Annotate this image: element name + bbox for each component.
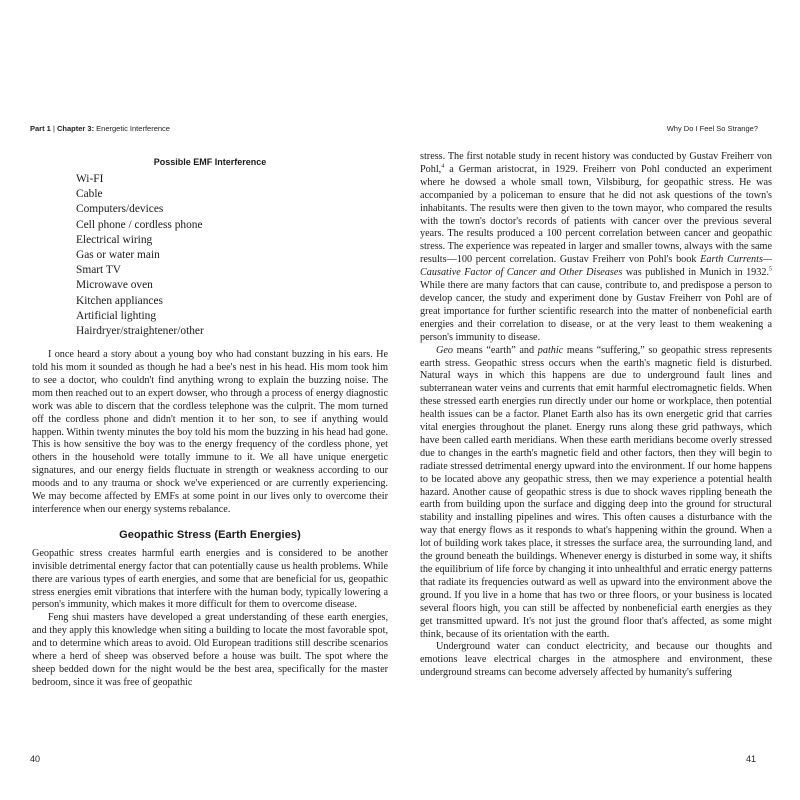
- list-item: Hairdryer/straightener/other: [76, 324, 204, 337]
- footnote-ref-4[interactable]: 4: [441, 163, 445, 170]
- header-chapter-title: Energetic Interference: [94, 124, 170, 133]
- list-item: Smart TV: [76, 264, 122, 277]
- list-item: Cell phone / cordless phone: [76, 218, 203, 231]
- list-item: Artificial lighting: [76, 309, 157, 322]
- right-page-column: [420, 151, 772, 680]
- page-number-right: 41: [745, 754, 756, 764]
- paragraph-geopathic-intro: Geopathic stress creates harmful earth energies and is considered to be another invisible detrimental energy factor that can potentially cause us health problems. While there are various types of earth energies, and some that are beneficial for us, geopathic stress energies emit vibrations that interfere with the human body, typically lowering a person's immunity, which makes it more difficult for them to overcome disease.: [32, 547, 388, 611]
- text-run: means “earth” and: [452, 344, 538, 356]
- header-part: Part 1: [30, 124, 51, 133]
- text-run: was published in Munich in 1932.: [622, 267, 770, 279]
- list-item: Kitchen appliances: [76, 294, 163, 307]
- paragraph-feng-shui: Feng shui masters have developed a great understanding of these earth energies, and they apply this knowledge when siting a building to locate the most favorable spot, and to determine which areas to avoid. Old European traditions still describe scenarios where a herd of sheep was observed before a house was built. The spot where the sheep bedded down for the night would be the best area, specifically for the master bedroom, since it was free of geopathic: [32, 612, 388, 688]
- emf-list: [32, 172, 388, 339]
- text-run: While there are many factors that can cause, contribute to, and predispose a person to develop cancer, the study and experiment done by Gustav Freiherr von Pohl are of great importance for further scientific research into the matter of nonbeneficial earth energies and their correlation to disease, or at the very least to them weakening a person's immunity to disease.: [420, 280, 772, 343]
- list-item: Gas or water main: [76, 248, 160, 261]
- list-item: Cable: [76, 188, 103, 201]
- left-page-column: [32, 150, 388, 690]
- text-run: means “suffering,” so geopathic stress represents earth stress. Geopathic stress occurs when the earth's magnetic field is disturbed. Natural ways in which this happens are due to underground fault lines and subterranean water veins and currents that emit harmful electromagnetic fields. When these stressed earth energies run directly under our home or workplace, then potential health issues can be a factor. Planet Earth also has its own energetic grid that carries vital energies throughout the planet. Energy runs along these grid pathways, which have been called earth meridians. When these earth meridians become overly stressed due to changes in the earth's magnetic field and other factors, then they will begin to radiate stressed detrimental energy upward into the environment. If our home happens to be located above any geopathic stress, then we may experience a potential health hazard. Another cause of geopathic stress is due to shock waves rippling beneath the earth from building upon the surface and digging deep into the ground for structural stability and installing pipelines and wires. This often causes a disturbance with the way that energy flows as it responds to what's happening within the ground. When a lot of building work takes place, it stresses the surface area, the surrounding land, and the ground beneath the buildings. Whenever energy is disturbed in some way, it shifts the equilibrium of life force by changing it into unhealthful and erratic energy patterns that radiate its frequencies outward as well as upward into the environment above the ground. If you live in a home that has two or three floors, or your business is located several floors high, you can still be affected by nonbeneficial earth energies as they get transmitted upward. It's not just the ground floor that's affected, as some might think, because of its orientation with the earth.: [420, 344, 773, 640]
- list-item: Electrical wiring: [76, 233, 153, 246]
- section-heading-geopathic-stress: Geopathic Stress (Earth Energies): [119, 528, 301, 541]
- paragraph-buzzing-story: I once heard a story about a young boy who had constant buzzing in his ears. He told his mom it sounded as though he had a bee's nest in his head. His mom took him to see a doctor, who couldn't find anything wrong to explain the buzzing noise. The mom then reached out to an expert dowser, who through a process of energy diagnostic work was able to discern that the cordless telephone was the culprit. The mom turned off the cordless phone and didn't mention it to her son, to see if anything would happen. Within twenty minutes the boy told his mom the buzzing in his head had gone. This is how sensitive the boy was to the energy frequency of the cordless phone, yet others in the household were totally immune to it. We all have unique energetic signatures, and our energy fields fluctuate in strength or weakness according to our moods and to any trauma or shock we've experienced or are currently experiencing. We may become affected by EMFs at some point in our lives only to overcome their interference when our energy systems rebalance.: [32, 349, 388, 516]
- list-item: Microwave oven: [76, 279, 153, 292]
- running-header-right: Why Do I Feel So Strange?: [666, 124, 758, 133]
- book-title: Earth Currents—Causative Factor of Cancer and Other Diseases: [420, 254, 772, 279]
- paragraph-underground-water: Underground water can conduct electricity, and because our thoughts and emotions leave electrical charges in the atmosphere and environment, these underground streams can become adversely affected by humanity's suffering: [420, 641, 772, 679]
- paragraph-geo-pathic-meaning: [420, 345, 772, 642]
- text-run: a German aristocrat, in 1929. Freiherr von Pohl conducted an experiment where he dowsed a whole small town, Vilsbiburg, for geopathic stress. He was accompanied by a policeman to ensure that he did not ask questions of the town's inhabitants. The results were then given to the town mayor, who compared the results with the town's doctor's records of patients with cancer over the previous several years. The results produced a 100 percent correlation between cancer and geopathic stress. The experience was repeated in larger and smaller towns, always with the same results—100 percent correlation. Gustav Freiherr von Pohl's book: [420, 163, 772, 266]
- term-geo: Geo: [436, 344, 453, 356]
- list-item: Wi-FI: [76, 172, 104, 185]
- header-separator: |: [50, 124, 57, 133]
- page-number-left: 40: [30, 754, 41, 764]
- emf-box-title: Possible EMF Interference: [153, 157, 267, 167]
- list-item: Computers/devices: [76, 203, 164, 216]
- header-chapter: Chapter 3:: [56, 124, 95, 133]
- footnote-ref-5[interactable]: 5: [769, 266, 773, 273]
- running-header-left: [30, 124, 170, 133]
- text-run: stress. The first notable study in recent history was conducted by Gustav Freiherr von Pohl,: [420, 151, 772, 175]
- term-pathic: pathic: [537, 344, 564, 356]
- paragraph-von-pohl-study: [420, 151, 772, 345]
